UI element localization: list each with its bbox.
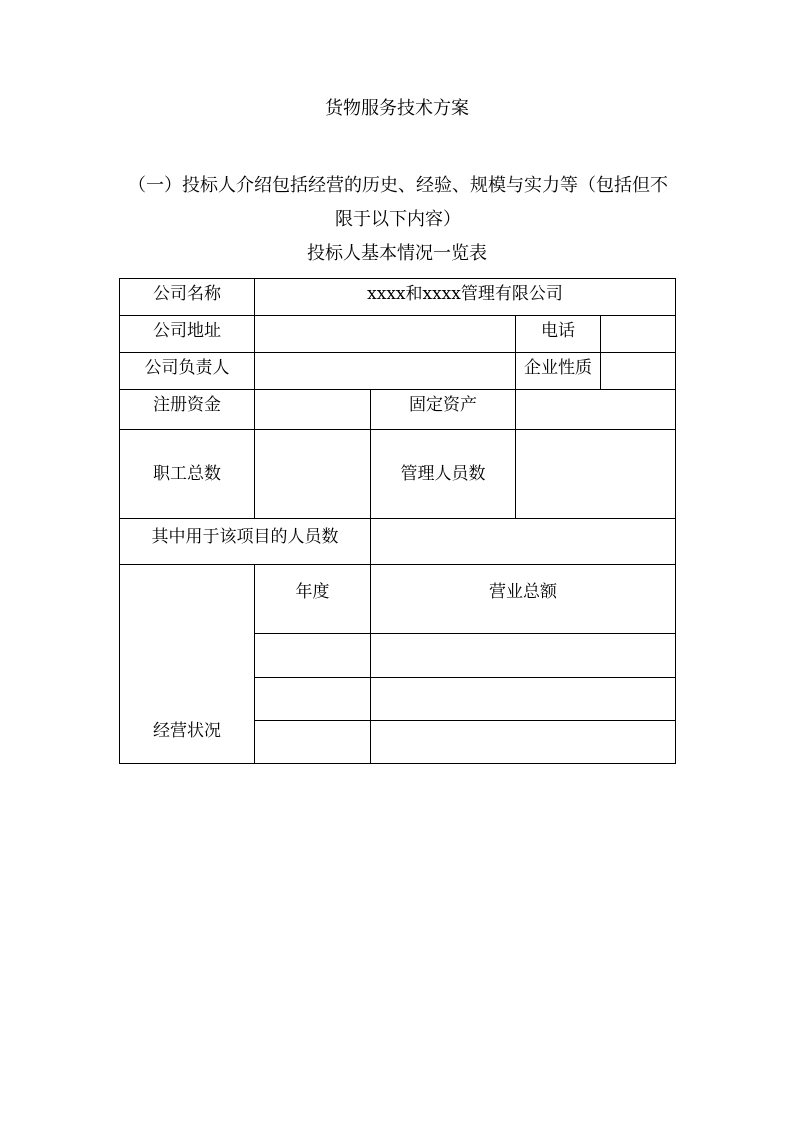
employees-value — [255, 430, 371, 519]
row-staff — [120, 430, 676, 519]
business-year-cell — [255, 634, 371, 678]
section-heading: （一）投标人介绍包括经营的历史、经验、规模与实力等（包括但不限于以下内容） — [128, 175, 668, 230]
business-revenue-cell — [371, 721, 676, 764]
company-name-label: 公司名称 — [120, 279, 255, 316]
bidder-info-table — [119, 278, 676, 764]
enterprise-nature-value — [601, 353, 676, 390]
business-revenue-cell — [371, 678, 676, 721]
managers-label: 管理人员数 — [371, 430, 516, 519]
document-title: 货物服务技术方案 — [325, 98, 469, 119]
table-caption: 投标人基本情况一览表 — [307, 243, 487, 264]
revenue-header: 营业总额 — [371, 565, 676, 634]
year-header: 年度 — [255, 565, 371, 634]
row-business-header — [120, 565, 676, 634]
business-year-cell — [255, 721, 371, 764]
employees-label: 职工总数 — [120, 430, 255, 519]
business-status-label: 经营状况 — [120, 565, 255, 764]
row-capital — [120, 390, 676, 430]
company-address-value — [255, 316, 516, 353]
company-name-value: xxxx和xxxx管理有限公司 — [255, 279, 676, 316]
fixed-assets-label: 固定资产 — [371, 390, 516, 430]
project-staff-label: 其中用于该项目的人员数 — [120, 519, 371, 565]
registered-capital-label: 注册资金 — [120, 390, 255, 430]
row-company-address — [120, 316, 676, 353]
phone-label: 电话 — [516, 316, 601, 353]
enterprise-nature-label: 企业性质 — [516, 353, 601, 390]
business-year-cell — [255, 678, 371, 721]
company-address-label: 公司地址 — [120, 316, 255, 353]
managers-value — [516, 430, 676, 519]
row-company-name — [120, 279, 676, 316]
phone-value — [601, 316, 676, 353]
company-head-label: 公司负责人 — [120, 353, 255, 390]
row-company-head — [120, 353, 676, 390]
fixed-assets-value — [516, 390, 676, 430]
project-staff-value — [371, 519, 676, 565]
registered-capital-value — [255, 390, 371, 430]
business-revenue-cell — [371, 634, 676, 678]
company-head-value — [255, 353, 516, 390]
row-project-staff — [120, 519, 676, 565]
